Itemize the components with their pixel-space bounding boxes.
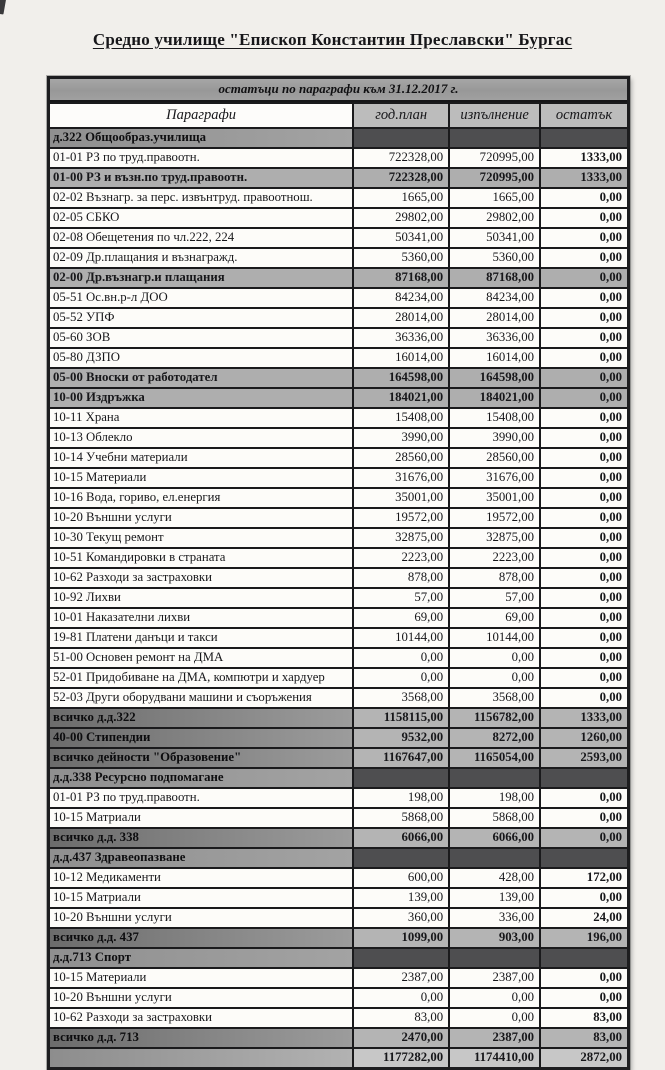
cell-execution: 428,00 xyxy=(449,868,540,888)
cell-execution: 2387,00 xyxy=(449,968,540,988)
cell-execution: 29802,00 xyxy=(449,208,540,228)
cell-execution: 15408,00 xyxy=(449,408,540,428)
cell-execution xyxy=(449,128,540,148)
cell-execution: 19572,00 xyxy=(449,508,540,528)
cell-annual-plan: 139,00 xyxy=(353,888,449,908)
cell-paragraph-label: 05-52 УПФ xyxy=(50,308,353,328)
cell-remainder: 172,00 xyxy=(540,868,627,888)
cell-remainder: 0,00 xyxy=(540,808,627,828)
table-row xyxy=(50,868,627,888)
cell-annual-plan: 722328,00 xyxy=(353,168,449,188)
cell-paragraph-label: 10-51 Командировки в страната xyxy=(50,548,353,568)
cell-execution: 184021,00 xyxy=(449,388,540,408)
cell-paragraph-label: 10-11 Храна xyxy=(50,408,353,428)
cell-remainder: 0,00 xyxy=(540,688,627,708)
table-row xyxy=(50,468,627,488)
cell-paragraph-label: 10-20 Външни услуги xyxy=(50,908,353,928)
cell-paragraph-label: всичко д.д. 338 xyxy=(50,828,353,848)
cell-remainder: 0,00 xyxy=(540,488,627,508)
cell-execution: 336,00 xyxy=(449,908,540,928)
table-row xyxy=(50,448,627,468)
cell-paragraph-label: 01-01 РЗ по труд.правоотн. xyxy=(50,788,353,808)
cell-annual-plan: 57,00 xyxy=(353,588,449,608)
table-row xyxy=(50,488,627,508)
table-row xyxy=(50,728,627,748)
cell-execution: 903,00 xyxy=(449,928,540,948)
cell-annual-plan: 29802,00 xyxy=(353,208,449,228)
cell-paragraph-label: 10-00 Издръжка xyxy=(50,388,353,408)
cell-execution: 5868,00 xyxy=(449,808,540,828)
cell-remainder: 1333,00 xyxy=(540,168,627,188)
cell-remainder: 1333,00 xyxy=(540,708,627,728)
cell-execution: 0,00 xyxy=(449,988,540,1008)
cell-remainder: 0,00 xyxy=(540,288,627,308)
cell-annual-plan xyxy=(353,848,449,868)
cell-paragraph-label: д.д.338 Ресурсно подпомагане xyxy=(50,768,353,788)
cell-paragraph-label: 10-15 Материали xyxy=(50,968,353,988)
cell-annual-plan: 1665,00 xyxy=(353,188,449,208)
cell-annual-plan: 19572,00 xyxy=(353,508,449,528)
cell-annual-plan: 1099,00 xyxy=(353,928,449,948)
cell-execution: 69,00 xyxy=(449,608,540,628)
table-row xyxy=(50,648,627,668)
cell-annual-plan: 164598,00 xyxy=(353,368,449,388)
table-header-row xyxy=(50,103,627,128)
cell-paragraph-label: 10-20 Външни услуги xyxy=(50,508,353,528)
column-header-execution: изпълнение xyxy=(449,103,540,128)
table-row xyxy=(50,908,627,928)
document-title xyxy=(0,30,665,50)
table-row xyxy=(50,1048,627,1067)
cell-execution: 84234,00 xyxy=(449,288,540,308)
table-row xyxy=(50,708,627,728)
cell-execution: 87168,00 xyxy=(449,268,540,288)
cell-paragraph-label: 01-00 РЗ и възн.по труд.правоотн. xyxy=(50,168,353,188)
cell-annual-plan: 0,00 xyxy=(353,668,449,688)
table-row xyxy=(50,348,627,368)
cell-paragraph-label: 05-60 ЗОВ xyxy=(50,328,353,348)
cell-annual-plan: 10144,00 xyxy=(353,628,449,648)
cell-paragraph-label: 19-81 Платени данъци и такси xyxy=(50,628,353,648)
cell-remainder: 0,00 xyxy=(540,608,627,628)
cell-annual-plan: 28560,00 xyxy=(353,448,449,468)
cell-remainder xyxy=(540,848,627,868)
cell-remainder: 0,00 xyxy=(540,328,627,348)
cell-execution xyxy=(449,848,540,868)
cell-paragraph-label: 05-51 Ос.вн.р-л ДОО xyxy=(50,288,353,308)
cell-execution: 2387,00 xyxy=(449,1028,540,1048)
cell-annual-plan: 1177282,00 xyxy=(353,1048,449,1067)
cell-annual-plan: 2387,00 xyxy=(353,968,449,988)
cell-paragraph-label: 05-80 ДЗПО xyxy=(50,348,353,368)
cell-execution: 3990,00 xyxy=(449,428,540,448)
cell-execution: 57,00 xyxy=(449,588,540,608)
cell-paragraph-label: 10-14 Учебни материали xyxy=(50,448,353,468)
cell-execution: 35001,00 xyxy=(449,488,540,508)
table-row xyxy=(50,228,627,248)
cell-execution: 1165054,00 xyxy=(449,748,540,768)
table-row xyxy=(50,368,627,388)
table-row xyxy=(50,148,627,168)
cell-annual-plan: 6066,00 xyxy=(353,828,449,848)
cell-execution: 31676,00 xyxy=(449,468,540,488)
cell-execution: 1174410,00 xyxy=(449,1048,540,1067)
cell-remainder: 0,00 xyxy=(540,308,627,328)
cell-annual-plan: 15408,00 xyxy=(353,408,449,428)
table-row xyxy=(50,588,627,608)
cell-execution: 0,00 xyxy=(449,1008,540,1028)
table-row xyxy=(50,988,627,1008)
cell-paragraph-label: 52-03 Други оборудвани машини и съоръжения xyxy=(50,688,353,708)
table-row xyxy=(50,388,627,408)
cell-remainder: 0,00 xyxy=(540,468,627,488)
cell-annual-plan: 198,00 xyxy=(353,788,449,808)
cell-paragraph-label: 51-00 Основен ремонт на ДМА xyxy=(50,648,353,668)
cell-remainder: 83,00 xyxy=(540,1008,627,1028)
cell-paragraph-label: 10-15 Материали xyxy=(50,468,353,488)
cell-paragraph-label: 40-00 Стипендии xyxy=(50,728,353,748)
cell-remainder: 0,00 xyxy=(540,528,627,548)
cell-execution: 878,00 xyxy=(449,568,540,588)
cell-remainder: 0,00 xyxy=(540,968,627,988)
table-row xyxy=(50,308,627,328)
cell-remainder xyxy=(540,768,627,788)
cell-paragraph-label: 10-20 Външни услуги xyxy=(50,988,353,1008)
cell-remainder: 0,00 xyxy=(540,828,627,848)
cell-remainder: 0,00 xyxy=(540,788,627,808)
cell-annual-plan: 35001,00 xyxy=(353,488,449,508)
cell-execution: 36336,00 xyxy=(449,328,540,348)
cell-execution xyxy=(449,768,540,788)
cell-remainder: 2872,00 xyxy=(540,1048,627,1067)
cell-annual-plan: 1158115,00 xyxy=(353,708,449,728)
table-row xyxy=(50,628,627,648)
budget-table xyxy=(50,102,627,1067)
scan-corner-artifact xyxy=(0,0,7,15)
cell-paragraph-label: 01-01 РЗ по труд.правоотн. xyxy=(50,148,353,168)
cell-annual-plan: 5360,00 xyxy=(353,248,449,268)
cell-remainder: 0,00 xyxy=(540,208,627,228)
cell-paragraph-label: 10-30 Текущ ремонт xyxy=(50,528,353,548)
cell-paragraph-label: 02-00 Др.възнагр.и плащания xyxy=(50,268,353,288)
cell-paragraph-label: 10-92 Лихви xyxy=(50,588,353,608)
cell-execution: 50341,00 xyxy=(449,228,540,248)
table-row xyxy=(50,128,627,148)
cell-paragraph-label: 02-02 Възнагр. за перс. извънтруд. правоотнош. xyxy=(50,188,353,208)
table-row xyxy=(50,168,627,188)
cell-remainder: 0,00 xyxy=(540,348,627,368)
cell-annual-plan xyxy=(353,128,449,148)
cell-paragraph-label: д.322 Общообраз.училища xyxy=(50,128,353,148)
cell-execution xyxy=(449,948,540,968)
cell-remainder: 0,00 xyxy=(540,268,627,288)
cell-remainder: 196,00 xyxy=(540,928,627,948)
table-row xyxy=(50,428,627,448)
cell-execution: 16014,00 xyxy=(449,348,540,368)
table-row xyxy=(50,568,627,588)
table-body xyxy=(50,128,627,1067)
cell-paragraph-label: 10-01 Наказателни лихви xyxy=(50,608,353,628)
table-caption: остатъци по параграфи към 31.12.2017 г. xyxy=(50,79,627,102)
cell-execution: 28014,00 xyxy=(449,308,540,328)
table-row xyxy=(50,408,627,428)
cell-remainder: 2593,00 xyxy=(540,748,627,768)
cell-execution: 8272,00 xyxy=(449,728,540,748)
cell-execution: 6066,00 xyxy=(449,828,540,848)
cell-annual-plan: 2223,00 xyxy=(353,548,449,568)
cell-execution: 10144,00 xyxy=(449,628,540,648)
table-row xyxy=(50,248,627,268)
table-row xyxy=(50,268,627,288)
cell-execution: 0,00 xyxy=(449,668,540,688)
table-row xyxy=(50,748,627,768)
cell-remainder xyxy=(540,948,627,968)
cell-annual-plan: 2470,00 xyxy=(353,1028,449,1048)
cell-annual-plan: 0,00 xyxy=(353,648,449,668)
cell-annual-plan: 83,00 xyxy=(353,1008,449,1028)
cell-remainder: 0,00 xyxy=(540,388,627,408)
cell-remainder: 0,00 xyxy=(540,448,627,468)
table-row xyxy=(50,768,627,788)
cell-paragraph-label: 02-09 Др.плащания и възнагражд. xyxy=(50,248,353,268)
cell-execution: 720995,00 xyxy=(449,168,540,188)
cell-execution: 28560,00 xyxy=(449,448,540,468)
cell-execution: 32875,00 xyxy=(449,528,540,548)
cell-execution: 198,00 xyxy=(449,788,540,808)
cell-annual-plan: 1167647,00 xyxy=(353,748,449,768)
cell-execution: 2223,00 xyxy=(449,548,540,568)
cell-annual-plan: 84234,00 xyxy=(353,288,449,308)
cell-remainder: 0,00 xyxy=(540,428,627,448)
table-row xyxy=(50,1008,627,1028)
document-title-text: Средно училище "Епископ Константин Преславски" Бургас xyxy=(92,30,573,49)
cell-paragraph-label: 10-15 Матриали xyxy=(50,808,353,828)
cell-annual-plan: 360,00 xyxy=(353,908,449,928)
cell-remainder: 0,00 xyxy=(540,248,627,268)
table-row xyxy=(50,548,627,568)
cell-remainder: 1333,00 xyxy=(540,148,627,168)
cell-remainder: 1260,00 xyxy=(540,728,627,748)
cell-remainder: 0,00 xyxy=(540,228,627,248)
cell-annual-plan: 3568,00 xyxy=(353,688,449,708)
table-row xyxy=(50,608,627,628)
cell-annual-plan: 36336,00 xyxy=(353,328,449,348)
cell-paragraph-label: 02-05 СБКО xyxy=(50,208,353,228)
table-row xyxy=(50,528,627,548)
cell-annual-plan: 87168,00 xyxy=(353,268,449,288)
table-row xyxy=(50,968,627,988)
cell-paragraph-label: 10-62 Разходи за застраховки xyxy=(50,568,353,588)
cell-annual-plan: 878,00 xyxy=(353,568,449,588)
table-row xyxy=(50,848,627,868)
table-row xyxy=(50,928,627,948)
cell-remainder: 0,00 xyxy=(540,508,627,528)
table-row xyxy=(50,188,627,208)
cell-annual-plan: 31676,00 xyxy=(353,468,449,488)
cell-annual-plan: 5868,00 xyxy=(353,808,449,828)
cell-remainder: 0,00 xyxy=(540,408,627,428)
table-row xyxy=(50,808,627,828)
cell-remainder: 0,00 xyxy=(540,648,627,668)
cell-annual-plan: 3990,00 xyxy=(353,428,449,448)
table-row xyxy=(50,288,627,308)
table-row xyxy=(50,328,627,348)
cell-execution: 1665,00 xyxy=(449,188,540,208)
cell-remainder: 0,00 xyxy=(540,548,627,568)
table-row xyxy=(50,888,627,908)
cell-paragraph-label: всичко д.д. 437 xyxy=(50,928,353,948)
cell-annual-plan: 722328,00 xyxy=(353,148,449,168)
cell-execution: 0,00 xyxy=(449,648,540,668)
cell-remainder: 0,00 xyxy=(540,368,627,388)
cell-remainder: 0,00 xyxy=(540,568,627,588)
cell-annual-plan xyxy=(353,948,449,968)
cell-execution: 164598,00 xyxy=(449,368,540,388)
column-header-remainder: остатък xyxy=(540,103,627,128)
table-row xyxy=(50,688,627,708)
cell-remainder: 0,00 xyxy=(540,988,627,1008)
cell-annual-plan: 184021,00 xyxy=(353,388,449,408)
cell-annual-plan: 32875,00 xyxy=(353,528,449,548)
cell-annual-plan xyxy=(353,768,449,788)
cell-paragraph-label: 52-01 Придобиване на ДМА, компютри и хардуер xyxy=(50,668,353,688)
cell-execution: 1156782,00 xyxy=(449,708,540,728)
cell-paragraph-label: 10-62 Разходи за застраховки xyxy=(50,1008,353,1028)
cell-remainder: 0,00 xyxy=(540,588,627,608)
cell-remainder: 24,00 xyxy=(540,908,627,928)
cell-annual-plan: 50341,00 xyxy=(353,228,449,248)
cell-paragraph-label: 10-15 Матриали xyxy=(50,888,353,908)
budget-table-sheet xyxy=(47,76,630,1070)
cell-remainder: 0,00 xyxy=(540,188,627,208)
cell-paragraph-label: д.д.713 Спорт xyxy=(50,948,353,968)
cell-paragraph-label: 10-16 Вода, гориво, ел.енергия xyxy=(50,488,353,508)
cell-annual-plan: 16014,00 xyxy=(353,348,449,368)
cell-remainder: 0,00 xyxy=(540,628,627,648)
cell-remainder: 0,00 xyxy=(540,668,627,688)
cell-paragraph-label xyxy=(50,1048,353,1067)
column-header-paragraphs: Параграфи xyxy=(50,103,353,128)
cell-paragraph-label: 02-08 Обещетения по чл.222, 224 xyxy=(50,228,353,248)
table-row xyxy=(50,948,627,968)
table-row xyxy=(50,668,627,688)
cell-paragraph-label: 10-13 Облекло xyxy=(50,428,353,448)
table-row xyxy=(50,788,627,808)
cell-annual-plan: 0,00 xyxy=(353,988,449,1008)
cell-execution: 5360,00 xyxy=(449,248,540,268)
cell-execution: 139,00 xyxy=(449,888,540,908)
cell-remainder xyxy=(540,128,627,148)
cell-paragraph-label: всичко д.д.322 xyxy=(50,708,353,728)
cell-paragraph-label: д.д.437 Здравеопазване xyxy=(50,848,353,868)
cell-paragraph-label: всичко дейности "Образовение" xyxy=(50,748,353,768)
cell-annual-plan: 69,00 xyxy=(353,608,449,628)
cell-paragraph-label: всичко д.д. 713 xyxy=(50,1028,353,1048)
cell-execution: 3568,00 xyxy=(449,688,540,708)
cell-paragraph-label: 05-00 Вноски от работодател xyxy=(50,368,353,388)
table-row xyxy=(50,1028,627,1048)
cell-paragraph-label: 10-12 Медикаменти xyxy=(50,868,353,888)
table-row xyxy=(50,828,627,848)
table-row xyxy=(50,508,627,528)
cell-annual-plan: 9532,00 xyxy=(353,728,449,748)
cell-annual-plan: 600,00 xyxy=(353,868,449,888)
cell-execution: 720995,00 xyxy=(449,148,540,168)
cell-annual-plan: 28014,00 xyxy=(353,308,449,328)
cell-remainder: 83,00 xyxy=(540,1028,627,1048)
cell-remainder: 0,00 xyxy=(540,888,627,908)
table-row xyxy=(50,208,627,228)
column-header-annual-plan: год.план xyxy=(353,103,449,128)
